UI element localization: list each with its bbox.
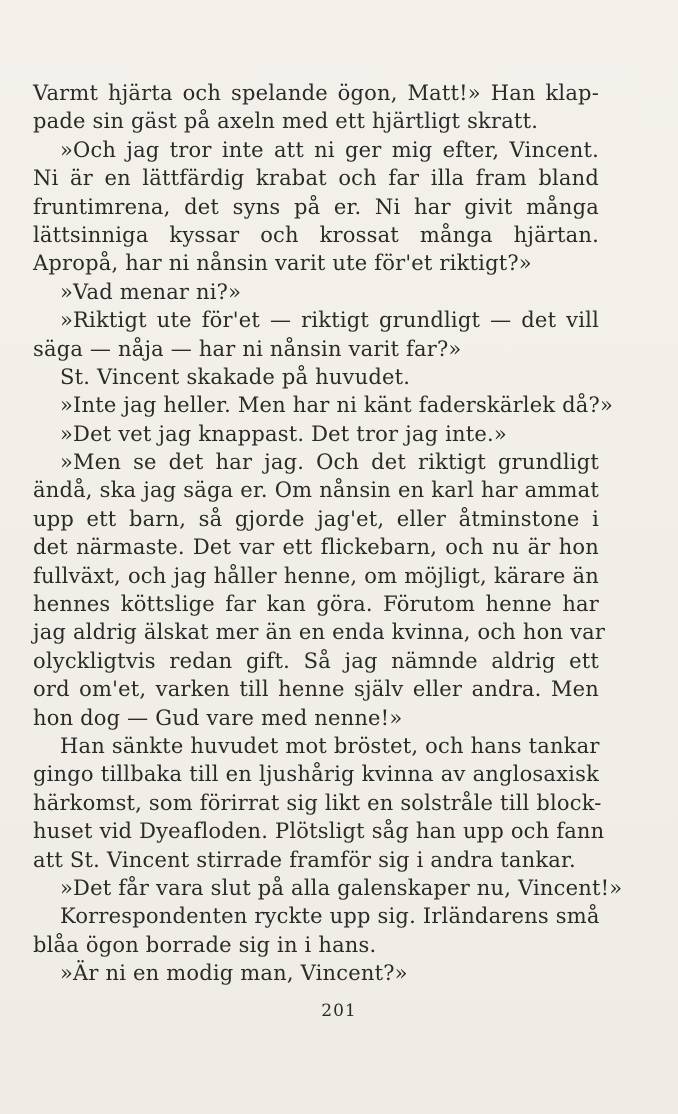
- text-line: »Riktigt ute för'et — riktigt grundligt — det vill: [60, 308, 599, 333]
- page-number: 201: [321, 1001, 357, 1021]
- text-line: »Det vet jag knappast. Det tror jag inte.»: [60, 421, 507, 446]
- text-line: huset vid Dyeafloden. Plötsligt såg han upp och fann: [33, 819, 605, 844]
- text-line: fruntimrena, det syns på er. Ni har givit många: [33, 194, 599, 219]
- text-line: »Men se det har jag. Och det riktigt grundligt: [60, 450, 599, 475]
- text-line: hennes köttslige far kan göra. Förutom henne har: [33, 592, 599, 617]
- text-line: »Är ni en modig man, Vincent?»: [60, 961, 408, 986]
- text-line: hon dog — Gud vare med nenne!»: [33, 705, 403, 730]
- text-line: ändå, ska jag säga er. Om nånsin en karl har ammat: [33, 478, 599, 503]
- text-line: »Det får vara slut på alla galenskaper nu, Vincent!»: [60, 875, 623, 900]
- text-line: gingo tillbaka till en ljushårig kvinna av anglosaxisk: [33, 762, 599, 787]
- text-line: blåa ögon borrade sig in i hans.: [33, 932, 377, 957]
- text-line: St. Vincent skakade på huvudet.: [60, 364, 411, 389]
- text-line: fullväxt, och jag håller henne, om möjligt, kärare än: [33, 563, 599, 588]
- text-line: Korrespondenten ryckte upp sig. Irländarens små: [60, 904, 600, 929]
- text-line: Han sänkte huvudet mot bröstet, och hans tankar: [60, 733, 600, 758]
- text-line: olyckligtvis redan gift. Så jag nämnde aldrig ett: [33, 648, 599, 673]
- text-line: Ni är en lättfärdig krabat och far illa fram bland: [33, 166, 599, 191]
- text-line: det närmaste. Det var ett flickebarn, och nu är hon: [33, 535, 599, 560]
- body-text: [33, 79, 623, 988]
- text-line: säga — nåja — har ni nånsin varit far?»: [33, 336, 462, 361]
- text-line: Apropå, har ni nånsin varit ute för'et riktigt?»: [33, 251, 532, 276]
- text-line: »Och jag tror inte att ni ger mig efter, Vincent.: [60, 137, 599, 162]
- text-line: pade sin gäst på axeln med ett hjärtligt skratt.: [33, 109, 539, 134]
- text-line: »Vad menar ni?»: [60, 279, 242, 304]
- text-line: jag aldrig älskat mer än en enda kvinna, och hon var: [33, 620, 606, 645]
- text-line: Varmt hjärta och spelande ögon, Matt!» Han klap-: [33, 81, 599, 105]
- text-line: lättsinniga kyssar och krossat många hjärtan.: [33, 222, 599, 247]
- text-line: »Inte jag heller. Men har ni känt faderskärlek då?»: [60, 393, 614, 418]
- text-line: att St. Vincent stirrade framför sig i andra tankar.: [33, 847, 576, 872]
- text-line: upp ett barn, så gjorde jag'et, eller åtminstone i: [33, 506, 599, 531]
- text-line: ord om'et, varken till henne själv eller andra. Men: [33, 677, 599, 702]
- text-line: härkomst, som förirrat sig likt en solstråle till block-: [33, 790, 602, 815]
